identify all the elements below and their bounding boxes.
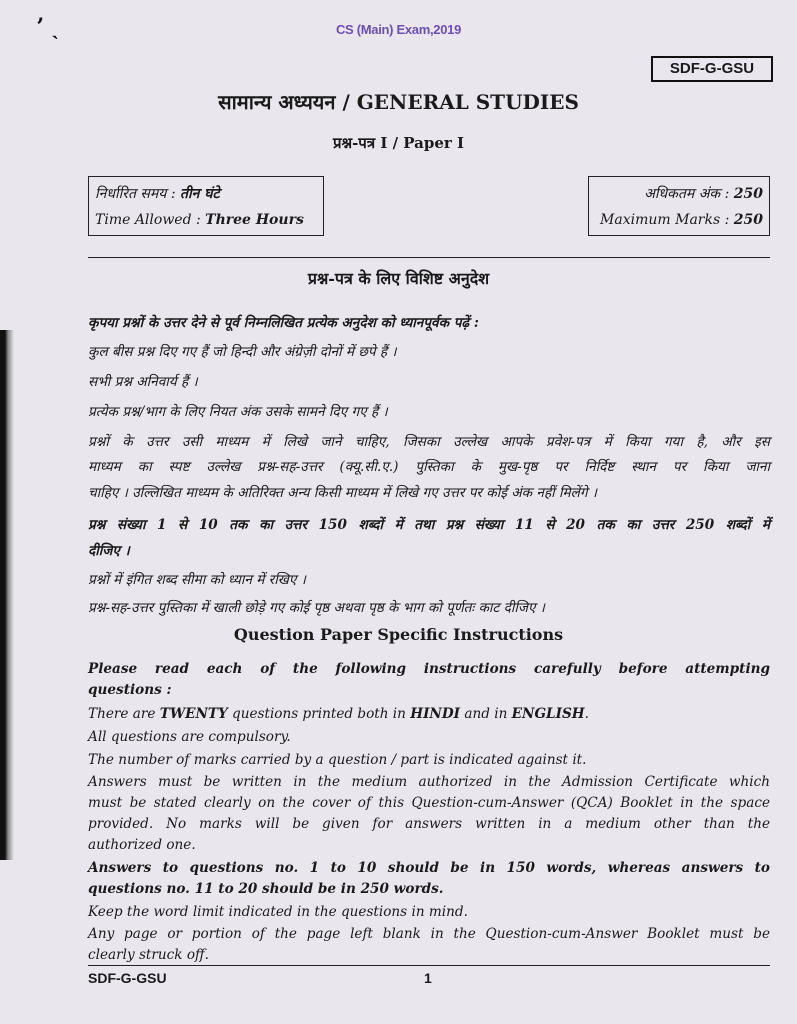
english-line-4c: provided. No marks will be given for answers written in a medium other than the [88,816,770,832]
hindi-line-1: कुल बीस प्रश्न दिए गए हैं जो हिन्दी और अंग्रेज़ी दोनों में छपे हैं । [88,344,397,360]
english-line-6: Keep the word limit indicated in the questions in mind. [88,904,468,920]
english-line-5a: Answers to questions no. 1 to 10 should be in 150 words, whereas answers to [88,860,770,876]
marks-en-value: 250 [733,212,763,228]
english-instructions-heading: Question Paper Specific Instructions [233,625,564,644]
english-intro-b: questions : [88,682,172,698]
marks-hindi-line [595,181,763,207]
hindi-line-5a: प्रश्न संख्या 1 से 10 तक का उत्तर 150 शब्दों में तथा प्रश्न संख्या 11 से 20 तक का उत्तर 250 शब्दों में [88,517,770,533]
l1-and: and in [460,706,512,722]
hindi-instructions-heading: प्रश्न-पत्र के लिए विशिष्ट अनुदेश [307,269,490,288]
time-hi-value: तीन घंटे [180,186,220,202]
time-allowed-box [88,176,324,236]
maximum-marks-box [588,176,770,236]
hindi-intro: कृपया प्रश्नों के उत्तर देने से पूर्व निम्नलिखित प्रत्येक अनुदेश को ध्यानपूर्वक पढ़ें : [88,315,479,331]
hindi-line-2: सभी प्रश्न अनिवार्य हैं । [88,374,198,390]
footer-paper-code: SDF-G-GSU [88,970,167,986]
l1-pre: There are [88,706,160,722]
divider-bottom [88,965,770,966]
time-hi-label: निर्धारित समय : [95,186,180,202]
hindi-line-4c: चाहिए । उल्लिखित माध्यम के अतिरिक्त अन्य किसी माध्यम में लिखे गए उत्तर पर कोई अंक नहीं मिलेंगे । [88,485,598,501]
l1-end: . [584,706,589,722]
marks-hi-value: 250 [733,186,763,202]
scan-marks: ʼ ˎ [36,14,59,40]
english-line-4d: authorized one. [88,837,196,853]
time-en-label: Time Allowed : [95,212,206,228]
hindi-line-6: प्रश्नों में इंगित शब्द सीमा को ध्यान में रखिए । [88,572,306,588]
marks-english-line [595,207,763,233]
hindi-line-4b: माध्यम का स्पष्ट उल्लेख प्रश्न-सह-उत्तर (क्यू.सी.ए.) पुस्तिका के मुख-पृष्ठ पर निर्दिष्ट स्थान पर किया जाना [88,459,770,475]
page-title: सामान्य अध्ययन / GENERAL STUDIES [218,90,579,114]
divider-top [88,257,770,258]
english-line-7a: Any page or portion of the page left blank in the Question-cum-Answer Booklet must be [88,926,770,942]
paper-code-box: SDF-G-GSU [651,56,773,82]
hindi-line-7: प्रश्न-सह-उत्तर पुस्तिका में खाली छोड़े गए कोई पृष्ठ अथवा पृष्ठ के भाग को पूर्णतः काट दीजिए । [88,600,545,616]
english-line-4a: Answers must be written in the medium authorized in the Admission Certificate which [88,774,770,790]
english-line-4b: must be stated clearly on the cover of this Question-cum-Answer (QCA) Booklet in the space [88,795,770,811]
hindi-line-5b: दीजिए । [88,543,130,559]
marks-hi-label: अधिकतम अंक : [644,186,734,202]
l1-mid: questions printed both in [227,706,411,722]
english-line-2: All questions are compulsory. [88,729,291,745]
english-line-5b: questions no. 11 to 20 should be in 250 words. [88,881,444,897]
l1-twenty: TWENTY [159,706,228,722]
l1-english: ENGLISH [511,706,585,722]
time-english-line [95,207,317,233]
english-line-3: The number of marks carried by a question / part is indicated against it. [88,752,587,768]
paper-subtitle: प्रश्न-पत्र I / Paper I [332,134,465,152]
english-line-1 [88,704,770,724]
time-hindi-line [95,181,317,207]
page-number: 1 [424,970,432,986]
english-line-7b: clearly struck off. [88,947,209,963]
hindi-line-4a: प्रश्नों के उत्तर उसी माध्यम में लिखे जाने चाहिए, जिसका उल्लेख आपके प्रवेश-पत्र में किया गया है, और इस [88,434,770,450]
marks-en-label: Maximum Marks : [600,212,734,228]
exam-stamp: CS (Main) Exam,2019 [335,22,462,37]
hindi-line-3: प्रत्येक प्रश्न/भाग के लिए नियत अंक उसके सामने दिए गए हैं । [88,404,388,420]
l1-hindi: HINDI [410,706,461,722]
time-en-value: Three Hours [205,212,304,228]
english-intro-a: Please read each of the following instructions carefully before attempting [88,661,770,677]
scan-edge-shadow [0,330,14,860]
